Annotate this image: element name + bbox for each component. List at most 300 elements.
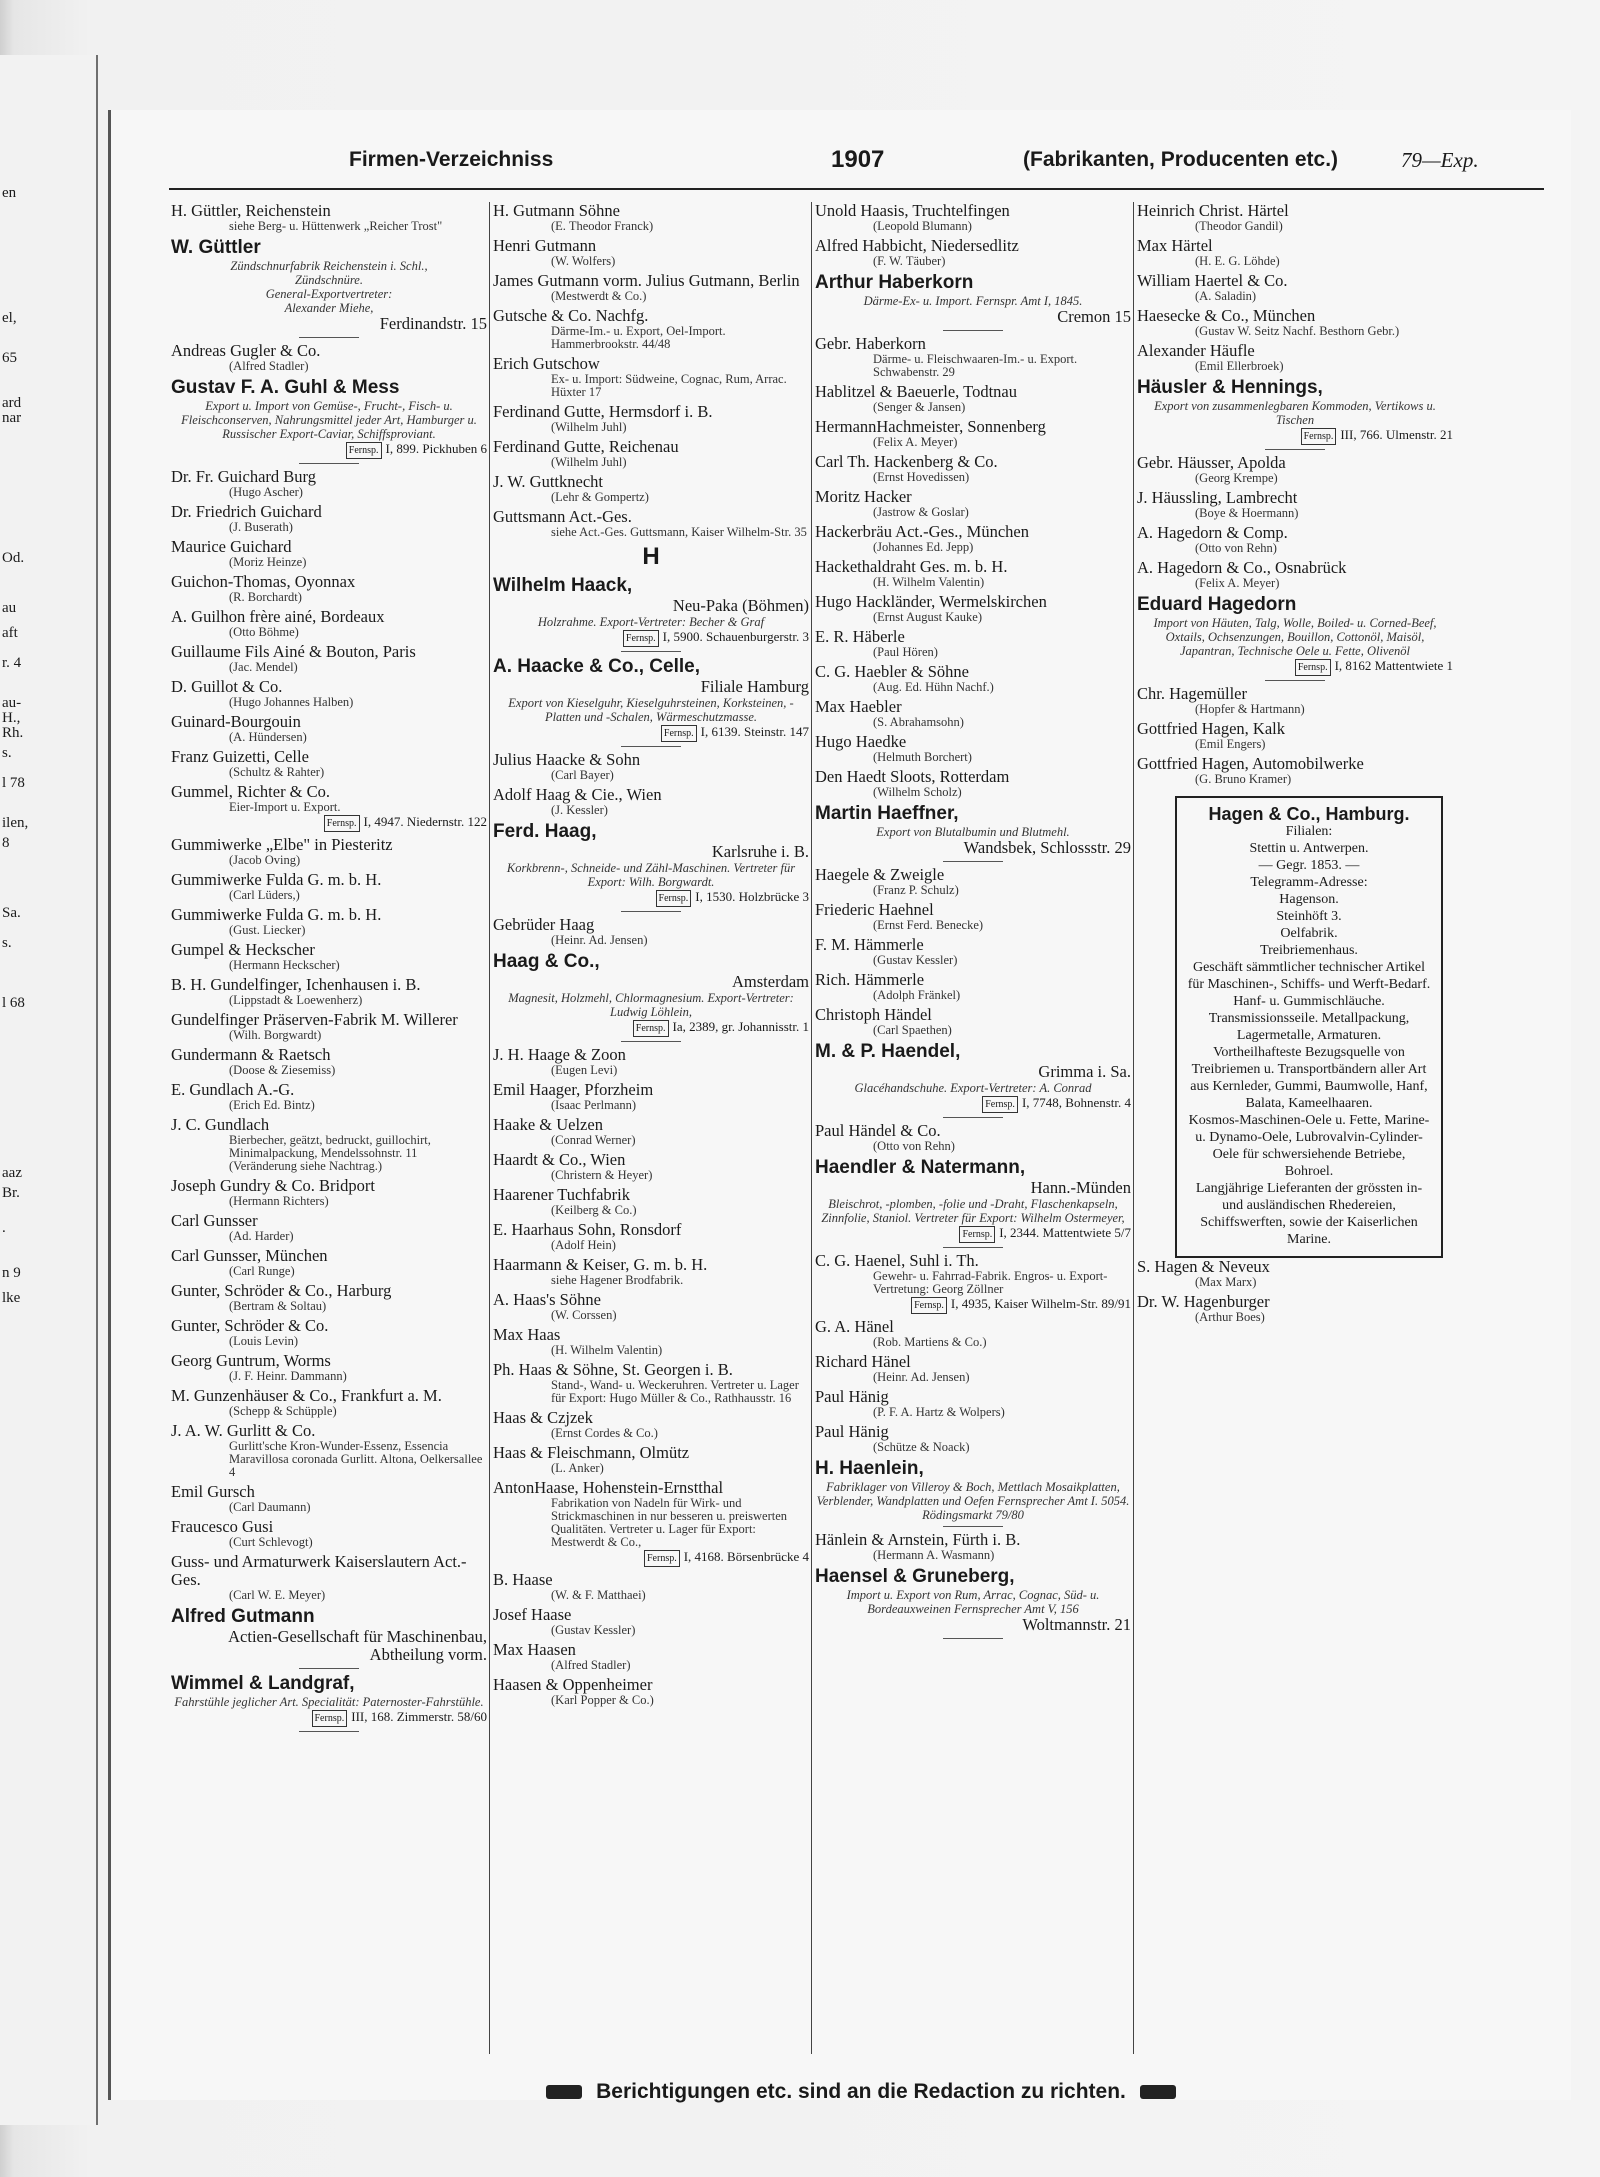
firm-description: Export von zusammenlegbaren Kommoden, Vertikows u. Tischen xyxy=(1154,399,1436,427)
telephone-text: I, 5900. Schauenburgerstr. 3 xyxy=(662,629,809,644)
firm-name-display: Alfred Gutmann xyxy=(171,1606,315,1627)
firm-name-display: Wimmel & Landgraf, xyxy=(171,1673,355,1694)
firm-representative: (Felix A. Meyer) xyxy=(1195,576,1280,590)
telephone-text: Ia, 2389, gr. Johannisstr. 1 xyxy=(672,1019,809,1034)
directory-entry xyxy=(171,871,487,902)
directory-entry xyxy=(171,237,487,338)
firm-representative: (J. F. Heinr. Dammann) xyxy=(229,1369,347,1383)
directory-entry xyxy=(493,821,809,912)
firm-name: Dr. Friedrich Guichard xyxy=(171,502,322,521)
directory-entry xyxy=(1137,720,1453,751)
firm-representative: (Theodor Gandil) xyxy=(1195,219,1283,233)
previous-page-fragment: s. xyxy=(2,745,12,761)
firm-description: Magnesit, Holzmehl, Chlormagnesium. Export-Vertreter: Ludwig Löhlein, xyxy=(508,991,794,1019)
firm-representative: (Ad. Harder) xyxy=(229,1229,294,1243)
firm-name: Hugo Haedke xyxy=(815,732,907,751)
telephone-address xyxy=(815,1225,1131,1243)
firm-name: A. Guilhon frère ainé, Bordeaux xyxy=(171,607,385,626)
directory-entry xyxy=(1137,202,1453,233)
firm-name: Paul Händel & Co. xyxy=(815,1121,941,1140)
firm-representative: (H. Wilhelm Valentin) xyxy=(873,575,985,589)
phone-badge-icon: Fernsp. xyxy=(644,1550,680,1567)
directory-entry xyxy=(493,1151,809,1182)
firm-name: J. W. Guttknecht xyxy=(493,472,603,491)
firm-name: E. R. Häberle xyxy=(815,627,905,646)
firm-name-display: Ferd. Haag, xyxy=(493,821,597,842)
directory-entry xyxy=(815,698,1131,729)
firm-description: Korkbrenn-, Schneide- und Zähl-Maschinen. Vertreter für Export: Wilh. Borgwardt. xyxy=(506,861,796,889)
previous-page-edge xyxy=(0,55,98,2125)
firm-name: Hann.-Münden xyxy=(1030,1178,1131,1197)
firm-name: J. H. Haage & Zoon xyxy=(493,1045,626,1064)
firm-name: Erich Gutschow xyxy=(493,354,600,373)
ad-line: Geschäft sämmtlicher technischer Artikel für Maschinen-, Schiffs- und Werft-Bedarf. xyxy=(1187,960,1431,992)
directory-entry xyxy=(815,1423,1131,1454)
previous-page-fragment: r. 4 xyxy=(2,655,22,671)
firm-name: M. Gunzenhäuser & Co., Frankfurt a. M. xyxy=(171,1386,442,1405)
directory-entry xyxy=(815,237,1131,268)
firm-name: Gummiwerke Fulda G. m. b. H. xyxy=(171,870,382,889)
firm-description: Fahrstühle jeglicher Art. Specialität: Paternoster-Fahrstühle. xyxy=(174,1695,484,1709)
firm-description: Alexander Miehe, xyxy=(284,301,374,315)
firm-description: Fabriklager von Villeroy & Boch, Mettlach Mosaikplatten, Verblender, Wandplatten und Oefen Fernsprecher Amt I. 5054. Rödingsmarkt 79/80 xyxy=(816,1480,1130,1522)
firm-representative: Ex- u. Import: Südweine, Cognac, Rum, Arrac. Hüxter 17 xyxy=(551,372,787,399)
directory-entry xyxy=(171,1553,487,1602)
firm-name: Georg Guntrum, Worms xyxy=(171,1351,331,1370)
directory-entry xyxy=(171,538,487,569)
directory-entry xyxy=(815,272,1131,331)
firm-name: Alfred Habbicht, Niedersedlitz xyxy=(815,236,1019,255)
directory-entry xyxy=(493,1081,809,1112)
firm-name-display: Häusler & Hennings, xyxy=(1137,377,1323,398)
directory-entry xyxy=(493,508,809,539)
previous-page-fragment: n 9 xyxy=(2,1265,21,1281)
firm-representative: (Moriz Heinze) xyxy=(229,555,307,569)
firm-representative: (Helmuth Borchert) xyxy=(873,750,972,764)
firm-representative: (Leopold Blumann) xyxy=(873,219,972,233)
firm-name: E. Gundlach A.-G. xyxy=(171,1080,295,1099)
previous-page-fragment: ard xyxy=(2,395,22,411)
firm-name-display: Haag & Co., xyxy=(493,951,600,972)
firm-representative: (Erich Ed. Bintz) xyxy=(229,1098,315,1112)
header-year: 1907 xyxy=(831,146,885,173)
firm-description: Holzrahme. Export-Vertreter: Becher & Graf xyxy=(537,615,765,629)
telephone-text: III, 168. Zimmerstr. 58/60 xyxy=(351,1709,487,1724)
phone-badge-icon: Fernsp. xyxy=(633,1020,669,1037)
phone-badge-icon: Fernsp. xyxy=(1301,428,1337,445)
directory-entry xyxy=(1137,1258,1453,1289)
firm-name: Gummel, Richter & Co. xyxy=(171,782,331,801)
directory-entry xyxy=(815,971,1131,1002)
firm-representative: (Carl Spaethen) xyxy=(873,1023,952,1037)
firm-name: Guillaume Fils Ainé & Bouton, Paris xyxy=(171,642,416,661)
telephone-address xyxy=(1137,427,1453,445)
phone-badge-icon: Fernsp. xyxy=(982,1096,1018,1113)
firm-representative: (Heinr. Ad. Jensen) xyxy=(551,933,648,947)
directory-entry xyxy=(171,643,487,674)
firm-representative: (S. Abrahamsohn) xyxy=(873,715,964,729)
previous-page-fragment: Sa. xyxy=(2,905,21,921)
directory-entry xyxy=(493,1409,809,1440)
firm-name: AntonHaase, Hohenstein-Ernstthal xyxy=(493,1478,724,1497)
directory-entry xyxy=(815,202,1131,233)
page-footer xyxy=(411,2080,1311,2104)
firm-representative: (Otto von Rehn) xyxy=(1195,541,1277,555)
directory-entry xyxy=(171,608,487,639)
firm-name: Den Haedt Sloots, Rotterdam xyxy=(815,767,1010,786)
phone-badge-icon: Fernsp. xyxy=(656,890,692,907)
directory-entry xyxy=(1137,524,1453,555)
firm-representative: (Alfred Stadler) xyxy=(229,359,309,373)
separator-rule xyxy=(621,651,681,652)
firm-description: Glacéhandschuhe. Export-Vertreter: A. Conrad xyxy=(854,1081,1092,1095)
ad-line: Vortheilhafteste Bezugsquelle von Treibriemen u. Transportbändern aller Art aus Kernleder, Gummi, Baumwolle, Hanf, Balata, Kameelhaaren. xyxy=(1190,1045,1428,1111)
firm-name: Ferdinand Gutte, Reichenau xyxy=(493,437,679,456)
directory-entry xyxy=(171,342,487,373)
firm-name: Hänlein & Arnstein, Fürth i. B. xyxy=(815,1530,1021,1549)
footer-note: Berichtigungen etc. sind an die Redaction zu richten. xyxy=(596,2080,1126,2103)
previous-page-fragment: el, xyxy=(2,310,17,326)
previous-page-fragment: lke xyxy=(2,1290,21,1306)
firm-name: Gummiwerke Fulda G. m. b. H. xyxy=(171,905,382,924)
column-divider xyxy=(489,202,490,2054)
firm-name: Josef Haase xyxy=(493,1605,572,1624)
firm-representative: Gewehr- u. Fahrrad-Fabrik. Engros- u. Export-Vertretung: Georg Zöllner xyxy=(873,1269,1108,1296)
firm-representative: (P. F. A. Hartz & Wolpers) xyxy=(873,1405,1005,1419)
directory-entry xyxy=(815,628,1131,659)
directory-entry xyxy=(171,678,487,709)
previous-page-fragment: . xyxy=(2,1220,6,1236)
separator-rule xyxy=(299,337,359,338)
firm-representative: (Franz P. Schulz) xyxy=(873,883,959,897)
firm-name: Max Haasen xyxy=(493,1640,576,1659)
previous-page-fragment: s. xyxy=(2,935,12,951)
firm-name: F. M. Hämmerle xyxy=(815,935,924,954)
directory-entry xyxy=(815,593,1131,624)
firm-name: A. Haas's Söhne xyxy=(493,1290,601,1309)
directory-entry xyxy=(815,1388,1131,1419)
directory-entry xyxy=(171,1422,487,1479)
directory-entry xyxy=(171,1177,487,1208)
firm-representative: (Georg Krempe) xyxy=(1195,471,1278,485)
firm-name-display: A. Haacke & Co., Celle, xyxy=(493,656,700,677)
firm-name: Max Haebler xyxy=(815,697,902,716)
firm-representative: (Carl Daumann) xyxy=(229,1500,311,1514)
firm-representative: (Bertram & Soltau) xyxy=(229,1299,327,1313)
directory-entry xyxy=(815,1157,1131,1248)
page-number: 79—Exp. xyxy=(1401,148,1479,172)
directory-entry xyxy=(815,1122,1131,1153)
firm-name: J. A. W. Gurlitt & Co. xyxy=(171,1421,316,1440)
directory-entry xyxy=(815,1006,1131,1037)
firm-name: Gutsche & Co. Nachfg. xyxy=(493,306,649,325)
firm-representative: (Gust. Liecker) xyxy=(229,923,306,937)
firm-name: G. A. Hänel xyxy=(815,1317,894,1336)
directory-entry xyxy=(171,941,487,972)
directory-entry xyxy=(815,335,1131,379)
firm-representative: (H. Wilhelm Valentin) xyxy=(551,1343,663,1357)
firm-name: A. Hagedorn & Co., Osnabrück xyxy=(1137,558,1347,577)
directory-entry xyxy=(815,523,1131,554)
firm-name-display: Wilhelm Haack, xyxy=(493,575,633,596)
previous-page-fragment: Rh. xyxy=(2,725,24,741)
telephone-text: I, 6139. Steinstr. 147 xyxy=(700,724,809,739)
firm-name-display: Eduard Hagedorn xyxy=(1137,594,1297,615)
firm-representative: (Senger & Jansen) xyxy=(873,400,966,414)
firm-representative: (G. Bruno Kramer) xyxy=(1195,772,1292,786)
firm-representative: Gurlitt'sche Kron-Wunder-Essenz, Essencia Maravillosa coronada Gurlitt. Altona, Oelkersallee 4 xyxy=(229,1439,483,1479)
firm-name: Emil Haager, Pforzheim xyxy=(493,1080,654,1099)
firm-name: J. C. Gundlach xyxy=(171,1115,270,1134)
directory-entry xyxy=(815,558,1131,589)
firm-representative: (Jac. Mendel) xyxy=(229,660,298,674)
directory-entry xyxy=(171,1212,487,1243)
firm-representative: Stand-, Wand- u. Weckeruhren. Vertreter u. Lager für Export: Hugo Müller & Co., Rathhausstr. 16 xyxy=(551,1378,799,1405)
directory-entry xyxy=(171,1317,487,1348)
directory-entry xyxy=(493,1221,809,1252)
firm-name-display: Gustav F. A. Guhl & Mess xyxy=(171,377,400,398)
ad-line: Stettin u. Antwerpen. xyxy=(1249,841,1369,856)
firm-representative: (Hermann Richters) xyxy=(229,1194,329,1208)
ad-line: Oelfabrik. xyxy=(1280,926,1338,941)
previous-page-fragment: aaz xyxy=(2,1165,22,1181)
firm-representative: Fabrikation von Nadeln für Wirk- und Strickmaschinen in nur besseren u. preiswerten Qualitäten. Vertreter u. Lager für Export: Mestwerdt & Co., xyxy=(551,1496,788,1549)
firm-representative: (H. E. G. Löhde) xyxy=(1195,254,1280,268)
firm-name: Neu-Paka (Böhmen) xyxy=(672,596,809,615)
firm-representative: (Carl Runge) xyxy=(229,1264,295,1278)
separator-rule xyxy=(943,1638,1003,1639)
firm-name: Ph. Haas & Söhne, St. Georgen i. B. xyxy=(493,1360,733,1379)
telephone-address xyxy=(815,1095,1131,1113)
phone-badge-icon: Fernsp. xyxy=(959,1226,995,1243)
firm-name: Julius Haacke & Sohn xyxy=(493,750,641,769)
separator-rule xyxy=(621,1041,681,1042)
firm-representative: (L. Anker) xyxy=(551,1461,604,1475)
directory-entry xyxy=(1137,307,1453,338)
firm-representative: (Rob. Martiens & Co.) xyxy=(873,1335,987,1349)
directory-entry xyxy=(493,1479,809,1567)
firm-name: Adolf Haag & Cie., Wien xyxy=(493,785,662,804)
column-1 xyxy=(169,202,487,2054)
firm-name: Filiale Hamburg xyxy=(700,677,809,696)
directory-entry xyxy=(1137,454,1453,485)
firm-description: Export u. Import von Gemüse-, Frucht-, Fisch- u. Fleischconserven, Nahrungsmittel jeder Art, Hamburger u. Russischer Export-Caviar, Schiffsproviant. xyxy=(181,399,477,441)
firm-name: Gebrüder Haag xyxy=(493,915,595,934)
firm-representative: (Boye & Hoermann) xyxy=(1195,506,1299,520)
firm-representative: (Ernst Cordes & Co.) xyxy=(551,1426,658,1440)
directory-entry xyxy=(493,916,809,947)
firm-representative: (Carl W. E. Meyer) xyxy=(229,1588,326,1602)
firm-name: Emil Gursch xyxy=(171,1482,255,1501)
directory-entry xyxy=(815,1458,1131,1527)
previous-page-fragment: nar xyxy=(2,410,22,426)
directory-entry xyxy=(171,783,487,832)
firm-representative: siehe Hagener Brodfabrik. xyxy=(551,1273,684,1287)
firm-name: Gunter, Schröder & Co. xyxy=(171,1316,329,1335)
directory-entry xyxy=(493,1256,809,1287)
firm-name-display: Haendler & Natermann, xyxy=(815,1157,1026,1178)
directory-entry xyxy=(815,733,1131,764)
previous-page-fragment: l 78 xyxy=(2,775,25,791)
firm-name: Andreas Gugler & Co. xyxy=(171,341,321,360)
firm-name: Moritz Hacker xyxy=(815,487,912,506)
firm-representative: (Aug. Ed. Hühn Nachf.) xyxy=(873,680,994,694)
firm-name: C. G. Haebler & Söhne xyxy=(815,662,969,681)
directory-entry xyxy=(1137,489,1453,520)
pointing-hand-icon xyxy=(546,2085,582,2099)
firm-name: Paul Hänig xyxy=(815,1422,889,1441)
firm-name-display: Arthur Haberkorn xyxy=(815,272,974,293)
telephone-address xyxy=(1137,658,1453,676)
firm-representative: (Louis Levin) xyxy=(229,1334,299,1348)
firm-address: Woltmannstr. 21 xyxy=(1022,1615,1131,1634)
firm-name: H. Gutmann Söhne xyxy=(493,202,620,220)
directory-entry xyxy=(1137,755,1453,786)
advertisement-box xyxy=(1175,796,1443,1258)
firm-description: Import von Häuten, Talg, Wolle, Boiled- u. Corned-Beef, Oxtails, Ochsenzungen, Bouillon, Cottonöl, Maisöl, Japantran, Technische Oele u. Fette, Olivenöl xyxy=(1153,616,1437,658)
firm-name: Max Härtel xyxy=(1137,236,1213,255)
firm-name: Christoph Händel xyxy=(815,1005,932,1024)
column-divider xyxy=(1133,202,1134,2054)
firm-name: Ferdinand Gutte, Hermsdorf i. B. xyxy=(493,402,713,421)
firm-name: Gumpel & Heckscher xyxy=(171,940,315,959)
firm-description: Bleischrot, -plomben, -folie und -Draht, Flaschenkapseln, Zinnfolie, Staniol. Vertreter für Export: Wilhelm Ostermeyer, xyxy=(821,1197,1125,1225)
previous-page-fragment: Br. xyxy=(2,1185,20,1201)
firm-representative: (J. Kessler) xyxy=(551,803,608,817)
separator-rule xyxy=(943,1247,1003,1248)
firm-name: Gundermann & Raetsch xyxy=(171,1045,331,1064)
directory-entry xyxy=(171,1606,487,1669)
previous-page-fragment: au- xyxy=(2,695,22,711)
firm-name: B. Haase xyxy=(493,1570,553,1589)
firm-representative: (J. Buserath) xyxy=(229,520,293,534)
firm-representative: (A. Hündersen) xyxy=(229,730,307,744)
directory-entry xyxy=(815,383,1131,414)
directory-entry xyxy=(815,1566,1131,1639)
telephone-address xyxy=(171,441,487,459)
ad-line: Hanf- u. Gummischläuche. Transmissionsseile. Metallpackung, Lagermetalle, Armaturen. xyxy=(1208,994,1410,1043)
firm-representative: (Ernst Hovedissen) xyxy=(873,470,970,484)
firm-representative: (Isaac Perlmann) xyxy=(551,1098,637,1112)
header-title: Firmen-Verzeichniss xyxy=(349,148,554,171)
directory-entry xyxy=(171,1518,487,1549)
phone-badge-icon: Fernsp. xyxy=(911,1297,947,1314)
firm-name: Haas & Czjzek xyxy=(493,1408,593,1427)
ad-line: Telegramm-Adresse: xyxy=(1250,875,1368,890)
firm-name: Guss- und Armaturwerk Kaiserslautern Act.-Ges. xyxy=(171,1552,467,1589)
directory-entry xyxy=(171,1673,487,1732)
directory-entry xyxy=(1137,559,1453,590)
firm-name: James Gutmann vorm. Julius Gutmann, Berlin xyxy=(493,271,800,290)
directory-entry xyxy=(171,1011,487,1042)
directory-entry xyxy=(493,1641,809,1672)
directory-entry xyxy=(815,768,1131,799)
firm-representative: (Hopfer & Hartmann) xyxy=(1195,702,1305,716)
previous-page-fragment: 65 xyxy=(2,350,17,366)
telephone-address xyxy=(815,1296,1131,1314)
firm-representative: (Wilhelm Scholz) xyxy=(873,785,962,799)
directory-entry xyxy=(1137,1293,1453,1324)
directory-page xyxy=(108,110,1571,2103)
telephone-address xyxy=(493,889,809,907)
firm-name: Gebr. Häusser, Apolda xyxy=(1137,453,1286,472)
firm-representative: (Heinr. Ad. Jensen) xyxy=(873,1370,970,1384)
telephone-address xyxy=(171,814,487,832)
firm-name: Hackerbräu Act.-Ges., München xyxy=(815,522,1029,541)
telephone-address xyxy=(493,1019,809,1037)
firm-name: Gundelfinger Präserven-Fabrik M. Willerer xyxy=(171,1010,458,1029)
firm-name: Maurice Guichard xyxy=(171,537,292,556)
directory-entry xyxy=(1137,237,1453,268)
directory-entry xyxy=(493,656,809,747)
directory-entry xyxy=(171,1282,487,1313)
directory-entry xyxy=(815,866,1131,897)
column-2 xyxy=(491,202,809,2054)
firm-representative: (Schütze & Noack) xyxy=(873,1440,970,1454)
directory-entry xyxy=(1137,342,1453,373)
firm-representative: (Ernst Ferd. Benecke) xyxy=(873,918,984,932)
firm-representative: (Gustav Kessler) xyxy=(551,1623,636,1637)
directory-entry xyxy=(493,438,809,469)
firm-name: HermannHachmeister, Sonnenberg xyxy=(815,417,1046,436)
directory-entry xyxy=(493,237,809,268)
firm-name: Dr. W. Hagenburger xyxy=(1137,1292,1270,1311)
telephone-text: I, 2344. Mattentwiete 5/7 xyxy=(999,1225,1131,1240)
directory-entry xyxy=(493,543,809,571)
directory-entry xyxy=(171,1116,487,1173)
directory-entry xyxy=(171,748,487,779)
firm-representative: (F. W. Täuber) xyxy=(873,254,946,268)
directory-entry xyxy=(493,1571,809,1602)
firm-representative: (Max Marx) xyxy=(1195,1275,1257,1289)
directory-entry xyxy=(171,1387,487,1418)
firm-representative: (E. Theodor Franck) xyxy=(551,219,654,233)
separator-rule xyxy=(943,330,1003,331)
directory-entry xyxy=(1137,272,1453,303)
directory-entry xyxy=(493,786,809,817)
section-letter: H xyxy=(642,543,660,570)
directory-entry xyxy=(815,901,1131,932)
directory-entry xyxy=(815,1252,1131,1314)
firm-name: Haake & Uelzen xyxy=(493,1115,603,1134)
firm-representative: (W. Wolfers) xyxy=(551,254,616,268)
firm-representative: (Wilhelm Juhl) xyxy=(551,455,627,469)
firm-name-display: M. & P. Haendel, xyxy=(815,1041,961,1062)
firm-representative: (Doose & Ziesemiss) xyxy=(229,1063,336,1077)
firm-representative: (W. Corssen) xyxy=(551,1308,617,1322)
firm-representative: (Carl Bayer) xyxy=(551,768,614,782)
firm-representative: (Hugo Ascher) xyxy=(229,485,303,499)
phone-badge-icon: Fernsp. xyxy=(346,442,382,459)
separator-rule xyxy=(943,861,1003,862)
firm-name: Gummiwerke „Elbe" in Piesteritz xyxy=(171,835,393,854)
telephone-text: I, 1530. Holzbrücke 3 xyxy=(695,889,809,904)
firm-name: Actien-Gesellschaft für Maschinenbau, Abtheilung vorm. xyxy=(228,1627,487,1664)
firm-name: Henri Gutmann xyxy=(493,236,597,255)
directory-entry xyxy=(815,1353,1131,1384)
directory-entry xyxy=(493,1046,809,1077)
firm-representative: (Hermann Heckscher) xyxy=(229,958,340,972)
directory-entry xyxy=(815,1318,1131,1349)
directory-entry xyxy=(815,1041,1131,1118)
directory-entry xyxy=(171,202,487,233)
firm-representative: (Curt Schlevogt) xyxy=(229,1535,313,1549)
firm-representative: (Keilberg & Co.) xyxy=(551,1203,637,1217)
firm-name: Hugo Hackländer, Wermelskirchen xyxy=(815,592,1047,611)
telephone-text: I, 899. Pickhuben 6 xyxy=(385,441,487,456)
firm-name: Gebr. Haberkorn xyxy=(815,334,926,353)
firm-representative: (Schultz & Rahter) xyxy=(229,765,325,779)
